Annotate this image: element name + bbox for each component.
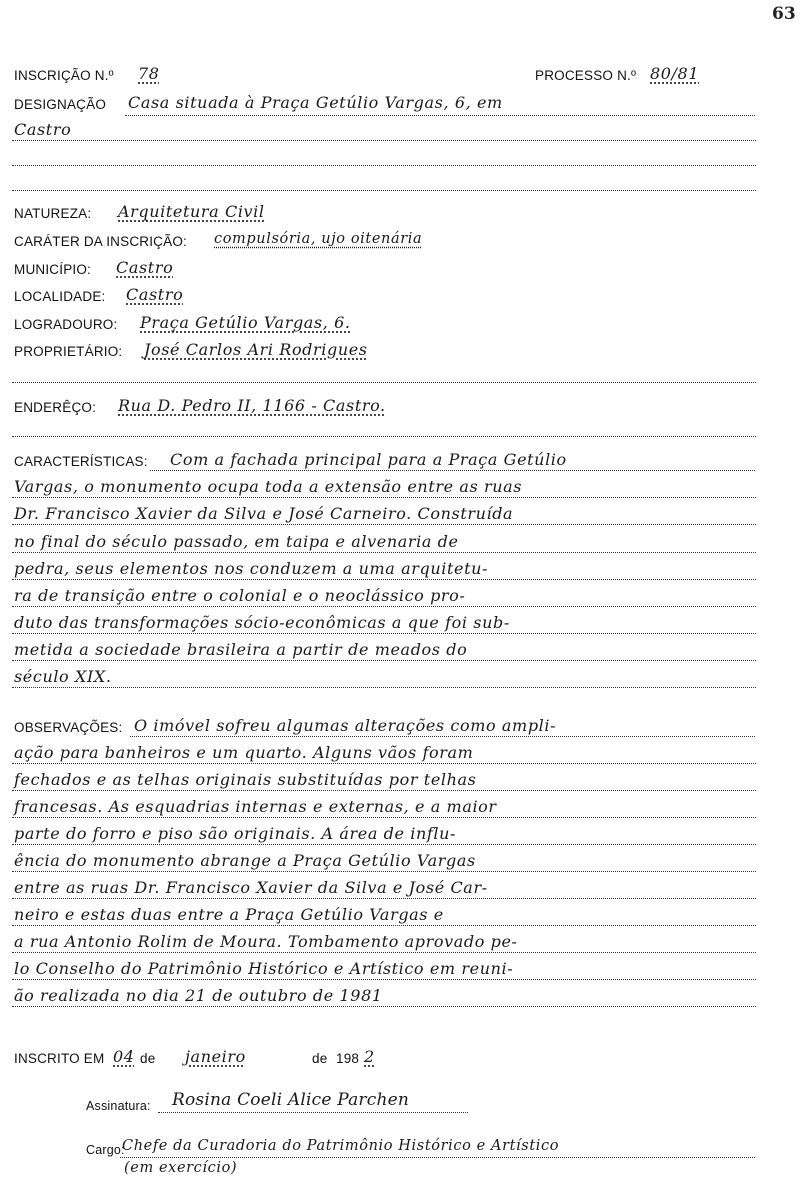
municipio-value: Castro — [116, 258, 174, 277]
observacoes-line-3: fechados e as telhas originais substituídas por telhas — [14, 770, 477, 789]
dotted-rule — [12, 633, 756, 634]
dotted-rule — [12, 606, 756, 607]
dotted-rule — [12, 165, 756, 166]
observacoes-line-1: O imóvel sofreu algumas alterações como ampli- — [134, 716, 557, 735]
proprietario-value: José Carlos Ari Rodrigues — [144, 340, 368, 359]
dotted-rule — [12, 979, 756, 980]
dotted-rule — [12, 898, 756, 899]
observacoes-line-7: entre as ruas Dr. Francisco Xavier da Silva e José Car- — [14, 878, 488, 897]
processo-number: 80/81 — [650, 64, 700, 83]
dotted-rule — [12, 436, 756, 437]
cargo-value-2: (em exercício) — [124, 1160, 238, 1176]
observacoes-line-10: lo Conselho do Patrimônio Histórico e Artístico em reuni- — [14, 959, 514, 978]
dotted-rule — [158, 1112, 468, 1113]
dotted-rule — [12, 790, 756, 791]
municipio-label: MUNICÍPIO: — [14, 262, 92, 277]
assinatura-signature: Rosina Coeli Alice Parchen — [172, 1090, 410, 1110]
observacoes-line-4: francesas. As esquadrias internas e externas, e a maior — [14, 797, 497, 816]
observacoes-line-6: ência do monumento abrange a Praça Getúlio Vargas — [14, 851, 476, 870]
inscrito-year-prefix: 198 — [336, 1051, 360, 1066]
observacoes-line-9: a rua Antonio Rolim de Moura. Tombamento aprovado pe- — [14, 932, 518, 951]
caracteristicas-label: CARACTERÍSTICAS: — [14, 454, 148, 469]
inscricao-number: 78 — [138, 64, 160, 83]
natureza-value: Arquitetura Civil — [118, 202, 265, 221]
caracteristicas-line-4: no final do século passado, em taipa e alvenaria de — [14, 532, 459, 551]
dotted-rule — [12, 190, 756, 191]
caracteristicas-line-8: metida a sociedade brasileira a partir de meados do — [14, 640, 468, 659]
caracteristicas-line-5: pedra, seus elementos nos conduzem a uma arquitetu- — [14, 559, 489, 578]
dotted-rule — [12, 140, 756, 141]
caracteristicas-line-7: duto das transformações sócio-econômicas a que foi sub- — [14, 613, 510, 632]
dotted-rule — [12, 844, 756, 845]
observacoes-line-5: parte do forro e piso são originais. A área de influ- — [14, 824, 457, 843]
dotted-rule — [150, 470, 755, 471]
dotted-rule — [12, 952, 756, 953]
localidade-label: LOCALIDADE: — [14, 289, 106, 304]
inscrito-month: janeiro — [185, 1047, 246, 1066]
dotted-rule — [130, 736, 755, 737]
endereco-value: Rua D. Pedro II, 1166 - Castro. — [118, 396, 386, 415]
dotted-rule — [12, 925, 756, 926]
inscrito-de-1: de — [140, 1051, 156, 1066]
dotted-rule — [125, 115, 755, 116]
processo-label: PROCESSO N.º — [535, 68, 637, 83]
caracteristicas-line-9: século XIX. — [14, 667, 112, 686]
proprietario-label: PROPRIETÁRIO: — [14, 344, 123, 359]
carater-value: compulsória, ujo oitenária — [214, 231, 423, 247]
dotted-rule — [12, 660, 756, 661]
dotted-rule — [12, 763, 756, 764]
designacao-label: DESIGNAÇÃO — [14, 97, 107, 112]
page-number: 63 — [772, 4, 796, 24]
caracteristicas-line-1: Com a fachada principal para a Praça Getúlio — [170, 450, 567, 469]
carater-label: CARÁTER DA INSCRIÇÃO: — [14, 234, 187, 249]
observacoes-line-11: ão realizada no dia 21 de outubro de 1981 — [14, 986, 383, 1005]
dotted-rule — [12, 497, 756, 498]
localidade-value: Castro — [126, 285, 184, 304]
dotted-rule — [12, 817, 756, 818]
dotted-rule — [12, 1006, 756, 1007]
dotted-rule — [12, 871, 756, 872]
natureza-label: NATUREZA: — [14, 206, 92, 221]
dotted-rule — [12, 579, 756, 580]
dotted-rule — [120, 1157, 755, 1158]
inscrito-label: INSCRITO EM — [14, 1051, 105, 1066]
dotted-rule — [12, 382, 756, 383]
cargo-value: Chefe da Curadoria do Patrimônio Histórico e Artístico — [122, 1138, 560, 1154]
caracteristicas-line-6: ra de transição entre o colonial e o neoclássico pro- — [14, 586, 466, 605]
logradouro-value: Praça Getúlio Vargas, 6. — [140, 313, 351, 332]
assinatura-label: Assinatura: — [86, 1099, 151, 1113]
inscrito-de-2: de — [312, 1051, 328, 1066]
cargo-label: Cargo: — [86, 1143, 125, 1157]
endereco-label: ENDERÊÇO: — [14, 400, 97, 415]
dotted-rule — [12, 552, 756, 553]
observacoes-line-2: ação para banheiros e um quarto. Alguns vãos foram — [14, 743, 474, 762]
inscrito-day: 04 — [113, 1047, 135, 1066]
logradouro-label: LOGRADOURO: — [14, 317, 118, 332]
caracteristicas-line-3: Dr. Francisco Xavier da Silva e José Carneiro. Construída — [14, 504, 514, 523]
designacao-line-1: Casa situada à Praça Getúlio Vargas, 6, em — [128, 93, 503, 112]
observacoes-line-8: neiro e estas duas entre a Praça Getúlio Vargas e — [14, 905, 444, 924]
inscricao-label: INSCRIÇÃO N.º — [14, 68, 114, 83]
dotted-rule — [12, 687, 756, 688]
designacao-line-2: Castro — [14, 120, 72, 139]
caracteristicas-line-2: Vargas, o monumento ocupa toda a extensão entre as ruas — [14, 477, 523, 496]
observacoes-label: OBSERVAÇÕES: — [14, 720, 123, 735]
inscrito-year-suffix: 2 — [364, 1047, 375, 1066]
dotted-rule — [12, 524, 756, 525]
